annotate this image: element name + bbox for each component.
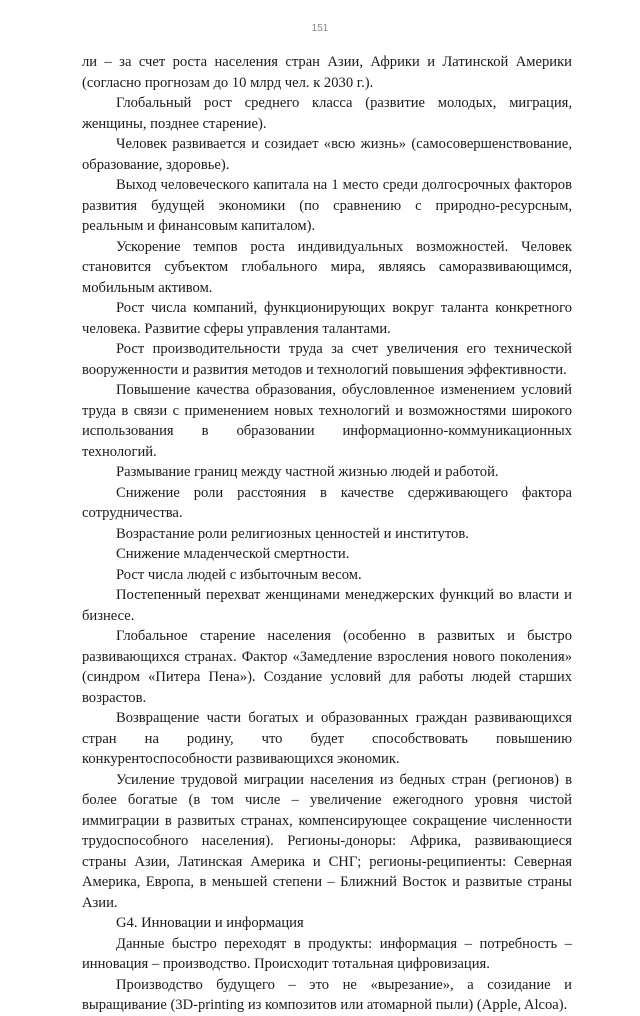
paragraph: ли – за счет роста населения стран Азии, Африки и Латинской Америки (согласно прогнозам до 10 млрд чел. к 2030 г.). (82, 54, 572, 91)
paragraph: Данные быстро переходят в продукты: информация – потребность – инновация – производство. Происходит тотальная цифровизация. (82, 935, 572, 972)
paragraph: Возрастание роли религиозных ценностей и институтов. (116, 525, 469, 542)
paragraph: Рост производительности труда за счет увеличения его технической вооруженности и развития методов и технологий повышения эффективности. (82, 341, 572, 378)
paragraph: Глобальное старение населения (особенно в развитых и быстро развивающихся странах. Фактор «Замедление взросления нового поколения» (синдром «Питера Пена»). Создание условий для работы людей старших возрастов. (82, 628, 572, 706)
paragraph: Повышение качества образования, обусловленное изменением условий труда в связи с применением новых технологий и возможностями широкого использования в образовании информационно-коммуникационных технологий. (82, 382, 572, 460)
paragraph: Выход человеческого капитала на 1 место среди долгосрочных факторов развития будущей экономики (по сравнению с природно-ресурсным, реальным и финансовым капиталом). (82, 177, 572, 234)
paragraph: Постепенный перехват женщинами менеджерских функций во власти и бизнесе. (82, 587, 572, 624)
paragraph: Размывание границ между частной жизнью людей и работой. (116, 464, 499, 480)
paragraph: Возвращение части богатых и образованных граждан развивающихся стран на родину, что будет способствовать повышению конкурентоспособности развивающихся экономик. (82, 710, 572, 767)
paragraph: Рост числа компаний, функционирующих вокруг таланта конкретного человека. Развитие сферы управления талантами. (82, 300, 572, 337)
page-number: 151 (311, 23, 329, 34)
paragraph: Усиление трудовой миграции населения из бедных стран (регионов) в более богатые (в том числе – увеличение ежегодного уровня чистой иммиграции в развитых странах, компенсирующее сокращение численности трудоспособного населения). Регионы-доноры: Африка, развивающиеся страны Азии, Латинская Америка и СНГ; регионы-реципиенты: Северная Америка, Европа, в меньшей степени – Ближний Восток и развитые страны Азии. (82, 771, 572, 911)
paragraph: Производство будущего – это не «вырезание», а созидание и выращивание (3D-printing из композитов или атомарной пыли) (Apple, Alcoa). (82, 976, 572, 1013)
paragraph: Ускорение темпов роста индивидуальных возможностей. Человек становится субъектом глобального мира, являясь саморазвивающимся, мобильным активом. (82, 238, 572, 296)
paragraph: Человек развивается и созидает «всю жизнь» (самосовершенствование, образование, здоровье). (82, 136, 572, 173)
paragraph: Снижение младенческой смертности. (116, 546, 350, 562)
paragraph: Глобальный рост среднего класса (развитие молодых, миграция, женщины, позднее старение). (82, 95, 572, 132)
paragraph: Снижение роли расстояния в качестве сдерживающего фактора сотрудничества. (82, 484, 572, 521)
paragraph: Рост числа людей с избыточным весом. (116, 566, 362, 583)
section-heading: G4. Инновации и информация (116, 915, 304, 931)
body-text (82, 52, 572, 1016)
